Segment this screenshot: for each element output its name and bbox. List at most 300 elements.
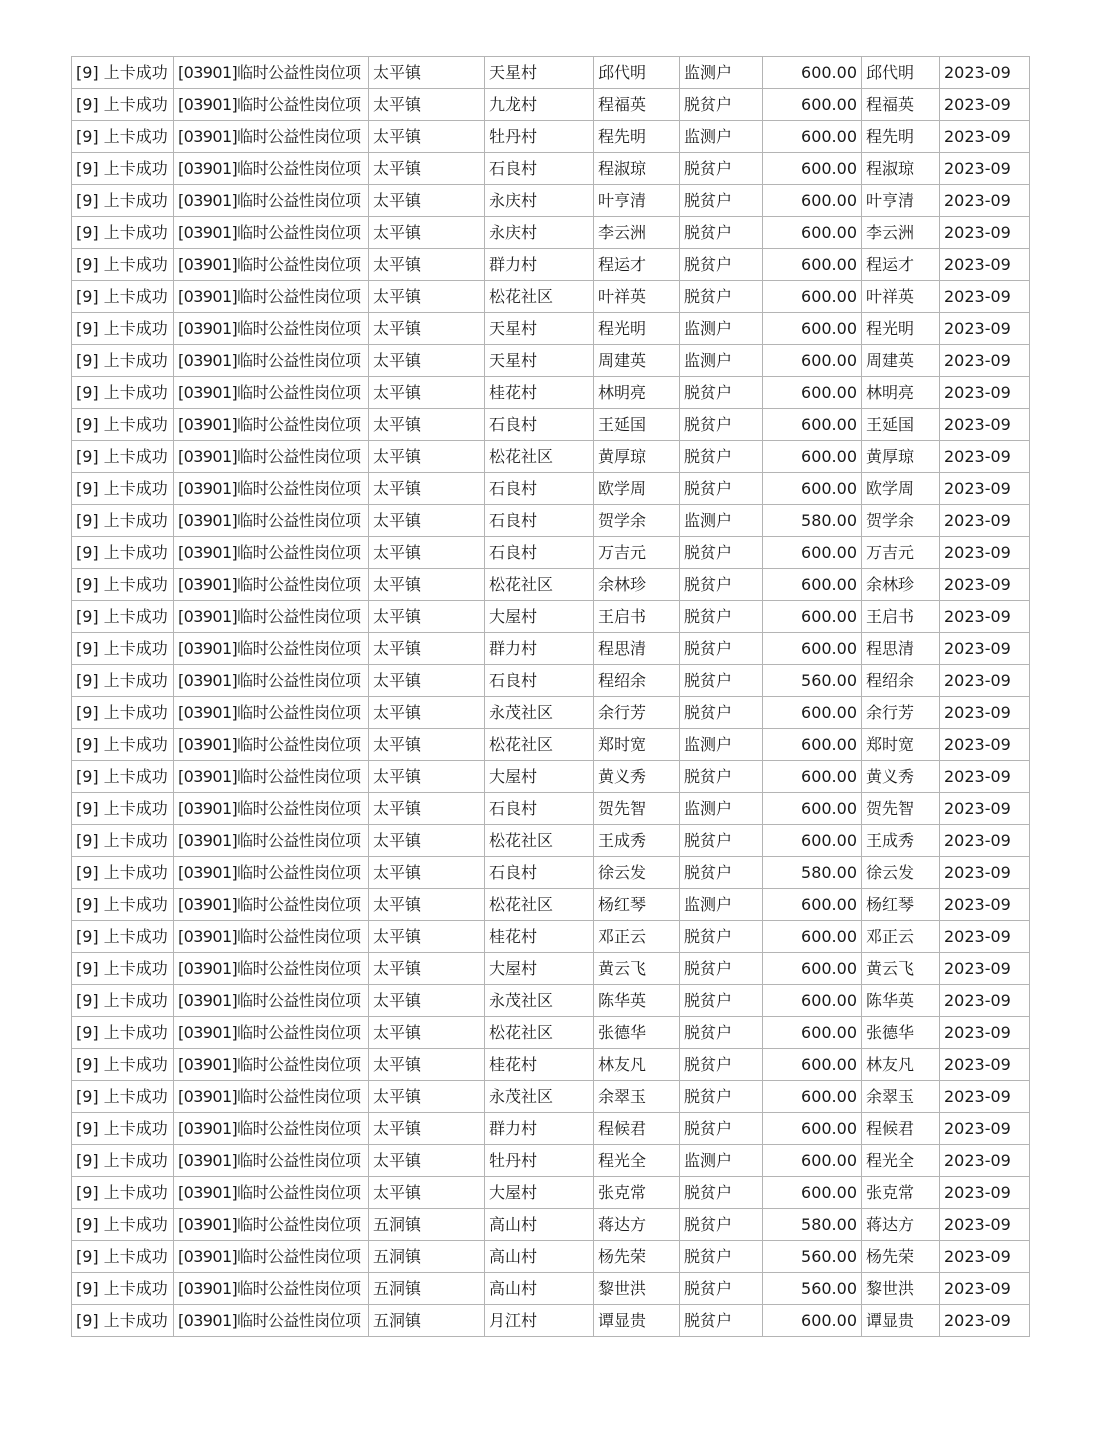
household-type-cell: 脱贫户 xyxy=(680,1209,763,1241)
status-cell: [9] 上卡成功 xyxy=(72,761,174,793)
amount-cell: 600.00 xyxy=(763,1305,862,1337)
project-cell: [03901]临时公益性岗位项 xyxy=(174,697,369,729)
month-cell: 2023-09 xyxy=(940,793,1030,825)
month-cell: 2023-09 xyxy=(940,697,1030,729)
amount-cell: 600.00 xyxy=(763,313,862,345)
household-type-cell: 脱贫户 xyxy=(680,89,763,121)
village-cell: 桂花村 xyxy=(485,1049,594,1081)
payee-cell: 余翠玉 xyxy=(862,1081,940,1113)
payee-cell: 王成秀 xyxy=(862,825,940,857)
village-cell: 大屋村 xyxy=(485,601,594,633)
month-cell: 2023-09 xyxy=(940,153,1030,185)
village-cell: 松花社区 xyxy=(485,441,594,473)
name-cell: 余林珍 xyxy=(594,569,680,601)
town-cell: 太平镇 xyxy=(369,953,485,985)
month-cell: 2023-09 xyxy=(940,473,1030,505)
month-cell: 2023-09 xyxy=(940,345,1030,377)
project-cell: [03901]临时公益性岗位项 xyxy=(174,761,369,793)
payee-cell: 蒋达方 xyxy=(862,1209,940,1241)
village-cell: 石良村 xyxy=(485,505,594,537)
household-type-cell: 监测户 xyxy=(680,889,763,921)
amount-cell: 600.00 xyxy=(763,377,862,409)
name-cell: 程福英 xyxy=(594,89,680,121)
payee-cell: 陈华英 xyxy=(862,985,940,1017)
payee-cell: 杨先荣 xyxy=(862,1241,940,1273)
status-cell: [9] 上卡成功 xyxy=(72,1113,174,1145)
amount-cell: 560.00 xyxy=(763,665,862,697)
table-row xyxy=(72,313,1030,345)
amount-cell: 600.00 xyxy=(763,1113,862,1145)
month-cell: 2023-09 xyxy=(940,249,1030,281)
table-row xyxy=(72,1177,1030,1209)
name-cell: 贺先智 xyxy=(594,793,680,825)
payee-cell: 林明亮 xyxy=(862,377,940,409)
household-type-cell: 监测户 xyxy=(680,1145,763,1177)
status-cell: [9] 上卡成功 xyxy=(72,1081,174,1113)
payee-cell: 余行芳 xyxy=(862,697,940,729)
status-cell: [9] 上卡成功 xyxy=(72,985,174,1017)
table-row xyxy=(72,249,1030,281)
town-cell: 五洞镇 xyxy=(369,1241,485,1273)
project-cell: [03901]临时公益性岗位项 xyxy=(174,345,369,377)
name-cell: 程绍余 xyxy=(594,665,680,697)
status-cell: [9] 上卡成功 xyxy=(72,921,174,953)
household-type-cell: 监测户 xyxy=(680,793,763,825)
name-cell: 李云洲 xyxy=(594,217,680,249)
household-type-cell: 脱贫户 xyxy=(680,1305,763,1337)
table-row xyxy=(72,633,1030,665)
payee-cell: 周建英 xyxy=(862,345,940,377)
month-cell: 2023-09 xyxy=(940,409,1030,441)
village-cell: 永茂社区 xyxy=(485,1081,594,1113)
status-cell: [9] 上卡成功 xyxy=(72,1017,174,1049)
status-cell: [9] 上卡成功 xyxy=(72,729,174,761)
name-cell: 黎世洪 xyxy=(594,1273,680,1305)
town-cell: 太平镇 xyxy=(369,793,485,825)
household-type-cell: 脱贫户 xyxy=(680,281,763,313)
table-row xyxy=(72,729,1030,761)
month-cell: 2023-09 xyxy=(940,857,1030,889)
month-cell: 2023-09 xyxy=(940,953,1030,985)
town-cell: 太平镇 xyxy=(369,537,485,569)
household-type-cell: 监测户 xyxy=(680,729,763,761)
name-cell: 蒋达方 xyxy=(594,1209,680,1241)
village-cell: 天星村 xyxy=(485,313,594,345)
town-cell: 太平镇 xyxy=(369,921,485,953)
village-cell: 松花社区 xyxy=(485,729,594,761)
project-cell: [03901]临时公益性岗位项 xyxy=(174,1241,369,1273)
town-cell: 五洞镇 xyxy=(369,1305,485,1337)
status-cell: [9] 上卡成功 xyxy=(72,57,174,89)
amount-cell: 580.00 xyxy=(763,857,862,889)
town-cell: 太平镇 xyxy=(369,1017,485,1049)
project-cell: [03901]临时公益性岗位项 xyxy=(174,89,369,121)
table-row xyxy=(72,1209,1030,1241)
amount-cell: 600.00 xyxy=(763,889,862,921)
household-type-cell: 脱贫户 xyxy=(680,985,763,1017)
table-row xyxy=(72,857,1030,889)
table-row xyxy=(72,185,1030,217)
project-cell: [03901]临时公益性岗位项 xyxy=(174,1049,369,1081)
month-cell: 2023-09 xyxy=(940,601,1030,633)
project-cell: [03901]临时公益性岗位项 xyxy=(174,57,369,89)
payee-cell: 邱代明 xyxy=(862,57,940,89)
amount-cell: 580.00 xyxy=(763,1209,862,1241)
name-cell: 邱代明 xyxy=(594,57,680,89)
household-type-cell: 脱贫户 xyxy=(680,377,763,409)
village-cell: 群力村 xyxy=(485,1113,594,1145)
table-row xyxy=(72,1305,1030,1337)
town-cell: 五洞镇 xyxy=(369,1209,485,1241)
project-cell: [03901]临时公益性岗位项 xyxy=(174,217,369,249)
name-cell: 杨先荣 xyxy=(594,1241,680,1273)
name-cell: 张德华 xyxy=(594,1017,680,1049)
status-cell: [9] 上卡成功 xyxy=(72,953,174,985)
village-cell: 永茂社区 xyxy=(485,985,594,1017)
month-cell: 2023-09 xyxy=(940,281,1030,313)
name-cell: 余翠玉 xyxy=(594,1081,680,1113)
month-cell: 2023-09 xyxy=(940,89,1030,121)
amount-cell: 600.00 xyxy=(763,1145,862,1177)
month-cell: 2023-09 xyxy=(940,1049,1030,1081)
payee-cell: 徐云发 xyxy=(862,857,940,889)
project-cell: [03901]临时公益性岗位项 xyxy=(174,377,369,409)
name-cell: 程运才 xyxy=(594,249,680,281)
table-row xyxy=(72,345,1030,377)
amount-cell: 560.00 xyxy=(763,1241,862,1273)
household-type-cell: 脱贫户 xyxy=(680,857,763,889)
town-cell: 太平镇 xyxy=(369,217,485,249)
table-row xyxy=(72,281,1030,313)
table-row xyxy=(72,985,1030,1017)
household-type-cell: 监测户 xyxy=(680,505,763,537)
town-cell: 太平镇 xyxy=(369,569,485,601)
amount-cell: 600.00 xyxy=(763,1081,862,1113)
table-row xyxy=(72,921,1030,953)
project-cell: [03901]临时公益性岗位项 xyxy=(174,1145,369,1177)
name-cell: 周建英 xyxy=(594,345,680,377)
status-cell: [9] 上卡成功 xyxy=(72,121,174,153)
table-row xyxy=(72,953,1030,985)
payee-cell: 谭显贵 xyxy=(862,1305,940,1337)
town-cell: 太平镇 xyxy=(369,441,485,473)
status-cell: [9] 上卡成功 xyxy=(72,1273,174,1305)
amount-cell: 600.00 xyxy=(763,153,862,185)
household-type-cell: 脱贫户 xyxy=(680,1273,763,1305)
table-row xyxy=(72,793,1030,825)
amount-cell: 600.00 xyxy=(763,1049,862,1081)
amount-cell: 600.00 xyxy=(763,793,862,825)
household-type-cell: 脱贫户 xyxy=(680,569,763,601)
status-cell: [9] 上卡成功 xyxy=(72,825,174,857)
town-cell: 太平镇 xyxy=(369,57,485,89)
table-row xyxy=(72,377,1030,409)
month-cell: 2023-09 xyxy=(940,217,1030,249)
amount-cell: 600.00 xyxy=(763,985,862,1017)
name-cell: 叶亨清 xyxy=(594,185,680,217)
town-cell: 太平镇 xyxy=(369,857,485,889)
payee-cell: 黎世洪 xyxy=(862,1273,940,1305)
town-cell: 太平镇 xyxy=(369,185,485,217)
project-cell: [03901]临时公益性岗位项 xyxy=(174,601,369,633)
status-cell: [9] 上卡成功 xyxy=(72,601,174,633)
amount-cell: 600.00 xyxy=(763,697,862,729)
village-cell: 石良村 xyxy=(485,665,594,697)
household-type-cell: 脱贫户 xyxy=(680,665,763,697)
month-cell: 2023-09 xyxy=(940,1177,1030,1209)
project-cell: [03901]临时公益性岗位项 xyxy=(174,857,369,889)
table-row xyxy=(72,825,1030,857)
payee-cell: 程绍余 xyxy=(862,665,940,697)
household-type-cell: 脱贫户 xyxy=(680,185,763,217)
village-cell: 大屋村 xyxy=(485,953,594,985)
status-cell: [9] 上卡成功 xyxy=(72,1209,174,1241)
table-row xyxy=(72,1145,1030,1177)
payee-cell: 黄厚琼 xyxy=(862,441,940,473)
village-cell: 高山村 xyxy=(485,1273,594,1305)
town-cell: 太平镇 xyxy=(369,1113,485,1145)
amount-cell: 600.00 xyxy=(763,441,862,473)
town-cell: 太平镇 xyxy=(369,825,485,857)
table-row xyxy=(72,57,1030,89)
month-cell: 2023-09 xyxy=(940,889,1030,921)
amount-cell: 600.00 xyxy=(763,89,862,121)
village-cell: 松花社区 xyxy=(485,569,594,601)
household-type-cell: 监测户 xyxy=(680,313,763,345)
table-row xyxy=(72,569,1030,601)
name-cell: 林明亮 xyxy=(594,377,680,409)
town-cell: 太平镇 xyxy=(369,985,485,1017)
village-cell: 松花社区 xyxy=(485,825,594,857)
amount-cell: 600.00 xyxy=(763,281,862,313)
project-cell: [03901]临时公益性岗位项 xyxy=(174,185,369,217)
town-cell: 太平镇 xyxy=(369,505,485,537)
status-cell: [9] 上卡成功 xyxy=(72,889,174,921)
table-row xyxy=(72,89,1030,121)
amount-cell: 600.00 xyxy=(763,601,862,633)
table-row xyxy=(72,601,1030,633)
name-cell: 王启书 xyxy=(594,601,680,633)
table-row xyxy=(72,889,1030,921)
month-cell: 2023-09 xyxy=(940,537,1030,569)
project-cell: [03901]临时公益性岗位项 xyxy=(174,1273,369,1305)
month-cell: 2023-09 xyxy=(940,441,1030,473)
payee-cell: 杨红琴 xyxy=(862,889,940,921)
amount-cell: 600.00 xyxy=(763,729,862,761)
name-cell: 程光明 xyxy=(594,313,680,345)
household-type-cell: 脱贫户 xyxy=(680,473,763,505)
status-cell: [9] 上卡成功 xyxy=(72,441,174,473)
village-cell: 高山村 xyxy=(485,1209,594,1241)
table-row xyxy=(72,1081,1030,1113)
village-cell: 松花社区 xyxy=(485,1017,594,1049)
month-cell: 2023-09 xyxy=(940,729,1030,761)
payee-cell: 林友凡 xyxy=(862,1049,940,1081)
village-cell: 松花社区 xyxy=(485,281,594,313)
town-cell: 太平镇 xyxy=(369,889,485,921)
status-cell: [9] 上卡成功 xyxy=(72,1145,174,1177)
payee-cell: 王启书 xyxy=(862,601,940,633)
village-cell: 天星村 xyxy=(485,57,594,89)
status-cell: [9] 上卡成功 xyxy=(72,377,174,409)
status-cell: [9] 上卡成功 xyxy=(72,665,174,697)
table-row xyxy=(72,697,1030,729)
household-type-cell: 监测户 xyxy=(680,345,763,377)
town-cell: 太平镇 xyxy=(369,473,485,505)
project-cell: [03901]临时公益性岗位项 xyxy=(174,793,369,825)
household-type-cell: 脱贫户 xyxy=(680,217,763,249)
village-cell: 群力村 xyxy=(485,633,594,665)
status-cell: [9] 上卡成功 xyxy=(72,1049,174,1081)
status-cell: [9] 上卡成功 xyxy=(72,1177,174,1209)
village-cell: 石良村 xyxy=(485,857,594,889)
name-cell: 郑时宽 xyxy=(594,729,680,761)
amount-cell: 600.00 xyxy=(763,537,862,569)
town-cell: 太平镇 xyxy=(369,313,485,345)
project-cell: [03901]临时公益性岗位项 xyxy=(174,473,369,505)
payee-cell: 张克常 xyxy=(862,1177,940,1209)
name-cell: 程淑琼 xyxy=(594,153,680,185)
amount-cell: 600.00 xyxy=(763,921,862,953)
name-cell: 王成秀 xyxy=(594,825,680,857)
project-cell: [03901]临时公益性岗位项 xyxy=(174,1305,369,1337)
table-row xyxy=(72,1049,1030,1081)
name-cell: 程先明 xyxy=(594,121,680,153)
month-cell: 2023-09 xyxy=(940,569,1030,601)
payee-cell: 贺学余 xyxy=(862,505,940,537)
status-cell: [9] 上卡成功 xyxy=(72,1241,174,1273)
amount-cell: 580.00 xyxy=(763,505,862,537)
status-cell: [9] 上卡成功 xyxy=(72,697,174,729)
household-type-cell: 脱贫户 xyxy=(680,697,763,729)
month-cell: 2023-09 xyxy=(940,57,1030,89)
amount-cell: 600.00 xyxy=(763,121,862,153)
name-cell: 林友凡 xyxy=(594,1049,680,1081)
village-cell: 永庆村 xyxy=(485,217,594,249)
payee-cell: 黄云飞 xyxy=(862,953,940,985)
household-type-cell: 脱贫户 xyxy=(680,953,763,985)
household-type-cell: 脱贫户 xyxy=(680,441,763,473)
household-type-cell: 脱贫户 xyxy=(680,633,763,665)
village-cell: 大屋村 xyxy=(485,1177,594,1209)
town-cell: 太平镇 xyxy=(369,761,485,793)
amount-cell: 600.00 xyxy=(763,1017,862,1049)
town-cell: 太平镇 xyxy=(369,665,485,697)
project-cell: [03901]临时公益性岗位项 xyxy=(174,153,369,185)
status-cell: [9] 上卡成功 xyxy=(72,633,174,665)
name-cell: 黄云飞 xyxy=(594,953,680,985)
table-row xyxy=(72,665,1030,697)
name-cell: 张克常 xyxy=(594,1177,680,1209)
month-cell: 2023-09 xyxy=(940,1017,1030,1049)
payment-table xyxy=(71,56,1030,1337)
name-cell: 程思清 xyxy=(594,633,680,665)
amount-cell: 600.00 xyxy=(763,825,862,857)
town-cell: 太平镇 xyxy=(369,281,485,313)
village-cell: 大屋村 xyxy=(485,761,594,793)
project-cell: [03901]临时公益性岗位项 xyxy=(174,1081,369,1113)
name-cell: 杨红琴 xyxy=(594,889,680,921)
month-cell: 2023-09 xyxy=(940,761,1030,793)
name-cell: 黄厚琼 xyxy=(594,441,680,473)
project-cell: [03901]临时公益性岗位项 xyxy=(174,825,369,857)
table-row xyxy=(72,537,1030,569)
month-cell: 2023-09 xyxy=(940,985,1030,1017)
payee-cell: 欧学周 xyxy=(862,473,940,505)
town-cell: 太平镇 xyxy=(369,121,485,153)
amount-cell: 600.00 xyxy=(763,185,862,217)
project-cell: [03901]临时公益性岗位项 xyxy=(174,281,369,313)
table-row xyxy=(72,1241,1030,1273)
table-row xyxy=(72,1017,1030,1049)
project-cell: [03901]临时公益性岗位项 xyxy=(174,889,369,921)
household-type-cell: 脱贫户 xyxy=(680,761,763,793)
household-type-cell: 脱贫户 xyxy=(680,601,763,633)
household-type-cell: 脱贫户 xyxy=(680,1049,763,1081)
month-cell: 2023-09 xyxy=(940,121,1030,153)
household-type-cell: 脱贫户 xyxy=(680,1113,763,1145)
town-cell: 太平镇 xyxy=(369,1145,485,1177)
payee-cell: 张德华 xyxy=(862,1017,940,1049)
town-cell: 太平镇 xyxy=(369,153,485,185)
town-cell: 五洞镇 xyxy=(369,1273,485,1305)
village-cell: 石良村 xyxy=(485,473,594,505)
month-cell: 2023-09 xyxy=(940,377,1030,409)
amount-cell: 600.00 xyxy=(763,569,862,601)
name-cell: 邓正云 xyxy=(594,921,680,953)
town-cell: 太平镇 xyxy=(369,729,485,761)
amount-cell: 600.00 xyxy=(763,761,862,793)
project-cell: [03901]临时公益性岗位项 xyxy=(174,409,369,441)
village-cell: 月江村 xyxy=(485,1305,594,1337)
household-type-cell: 监测户 xyxy=(680,57,763,89)
table-row xyxy=(72,505,1030,537)
amount-cell: 600.00 xyxy=(763,953,862,985)
project-cell: [03901]临时公益性岗位项 xyxy=(174,249,369,281)
project-cell: [03901]临时公益性岗位项 xyxy=(174,985,369,1017)
project-cell: [03901]临时公益性岗位项 xyxy=(174,313,369,345)
village-cell: 永茂社区 xyxy=(485,697,594,729)
table-row xyxy=(72,473,1030,505)
village-cell: 松花社区 xyxy=(485,889,594,921)
village-cell: 石良村 xyxy=(485,793,594,825)
village-cell: 桂花村 xyxy=(485,377,594,409)
village-cell: 石良村 xyxy=(485,537,594,569)
household-type-cell: 脱贫户 xyxy=(680,1081,763,1113)
project-cell: [03901]临时公益性岗位项 xyxy=(174,537,369,569)
status-cell: [9] 上卡成功 xyxy=(72,185,174,217)
table-row xyxy=(72,121,1030,153)
name-cell: 万吉元 xyxy=(594,537,680,569)
table-row xyxy=(72,217,1030,249)
village-cell: 群力村 xyxy=(485,249,594,281)
payee-cell: 程福英 xyxy=(862,89,940,121)
month-cell: 2023-09 xyxy=(940,1305,1030,1337)
project-cell: [03901]临时公益性岗位项 xyxy=(174,1209,369,1241)
payee-cell: 邓正云 xyxy=(862,921,940,953)
household-type-cell: 监测户 xyxy=(680,121,763,153)
household-type-cell: 脱贫户 xyxy=(680,1017,763,1049)
project-cell: [03901]临时公益性岗位项 xyxy=(174,1177,369,1209)
name-cell: 余行芳 xyxy=(594,697,680,729)
village-cell: 桂花村 xyxy=(485,921,594,953)
month-cell: 2023-09 xyxy=(940,1113,1030,1145)
status-cell: [9] 上卡成功 xyxy=(72,473,174,505)
name-cell: 欧学周 xyxy=(594,473,680,505)
status-cell: [9] 上卡成功 xyxy=(72,857,174,889)
table-body xyxy=(72,57,1030,1337)
name-cell: 叶祥英 xyxy=(594,281,680,313)
